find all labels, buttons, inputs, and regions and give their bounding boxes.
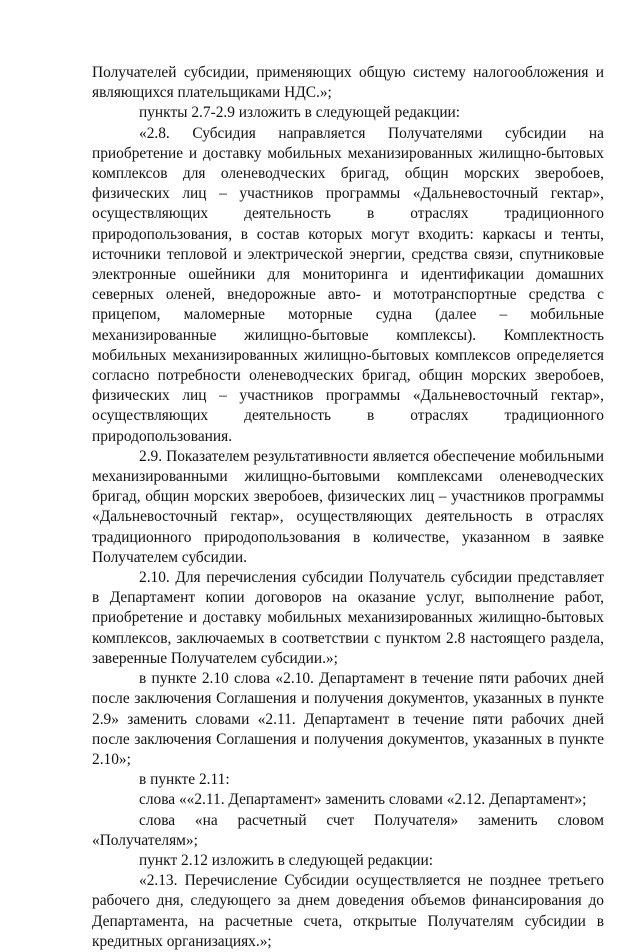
paragraph-3: «2.8. Субсидия направляется Получателями субсидии на приобретение и доставку мобильных механизированных жилищно-бытовых комплексов для оленеводческих бригад, общин морских зверобоев, физических лиц – участников программы «Дальневосточный гектар», осуществляющих деятельность в отраслях традиционного природопользования, в состав которых могут входить: каркасы и тенты, источники тепловой и электрической энергии, средства связи, спутниковые электронные ошейники для мониторинга и идентификации домашних северных оленей, внедорожные авто- и мототранспортные средства с прицепом, маломерные моторные судна (далее – мобильные механизированные жилищно-бытовые комплексы). Комплектность мобильных механизированных жилищно-бытовых комплексов определяется согласно потребности оленеводческих бригад, общин морских зверобоев, физических лиц – участников программы «Дальневосточный гектар», осуществляющих деятельность в отраслях традиционного природопользования. bbox=[92, 124, 604, 445]
paragraph-11: «2.13. Перечисление Субсидии осуществляется не позднее третьего рабочего дня, следующего за днем доведения объемов финансирования до Департамента, на расчетные счета, открытые Получателям субсидии в кредитных организациях.»; bbox=[92, 872, 604, 950]
paragraph-1: Получателей субсидии, применяющих общую систему налогообложения и являющихся плательщиками НДС.»; bbox=[92, 64, 604, 102]
paragraph-2: пункты 2.7-2.9 изложить в следующей редакции: bbox=[139, 104, 461, 122]
document-page bbox=[92, 63, 604, 952]
paragraph-6: в пункте 2.10 слова «2.10. Департамент в течение пяти рабочих дней после заключения Соглашения и получения документов, указанных в пункте 2.9» заменить словами «2.11. Департамент в течение пяти рабочих дней после заключения Соглашения и получения документов, указанных в пункте 2.10»; bbox=[92, 670, 604, 768]
paragraph-9: слова «на расчетный счет Получателя» заменить словом «Получателям»; bbox=[92, 811, 604, 849]
paragraph-5: 2.10. Для перечисления субсидии Получатель субсидии представляет в Департамент копии договоров на оказание услуг, выполнение работ, приобретение и доставку мобильных механизированных жилищно-бытовых комплексов, заключаемых в соответствии с пунктом 2.8 настоящего раздела, заверенные Получателем субсидии.»; bbox=[92, 569, 604, 667]
paragraph-8: слова ««2.11. Департамент» заменить словами «2.12. Департамент»; bbox=[139, 791, 587, 809]
paragraph-10: пункт 2.12 изложить в следующей редакции: bbox=[139, 851, 434, 869]
paragraph-4: 2.9. Показателем результативности является обеспечение мобильными механизированными жилищно-бытовыми комплексами оленеводческих бригад, общин морских зверобоев, физических лиц – участников программы «Дальневосточный гектар», осуществляющих деятельность в отраслях традиционного природопользования в количестве, указанном в заявке Получателем субсидии. bbox=[92, 447, 604, 566]
paragraph-7: в пункте 2.11: bbox=[139, 771, 230, 789]
